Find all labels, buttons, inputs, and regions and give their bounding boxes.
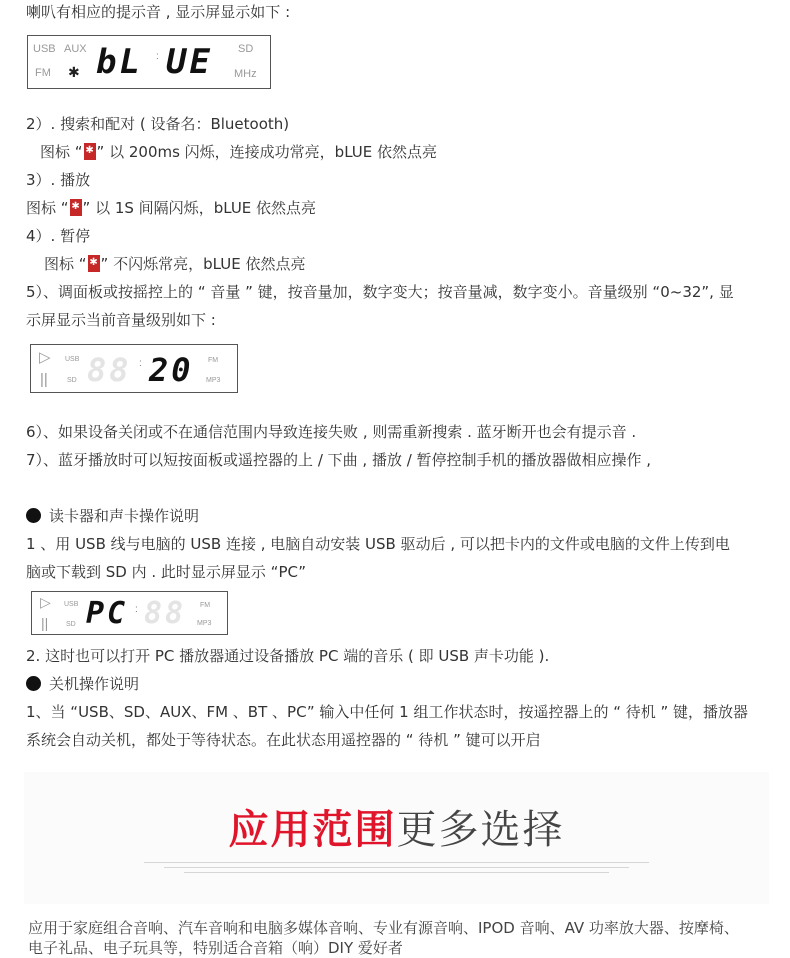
section-off-heading: [26, 674, 139, 694]
bluetooth-icon: [70, 199, 82, 216]
step-4-text: [44, 254, 305, 274]
banner-title: [24, 806, 769, 854]
lcd-display-bluetooth: [27, 35, 271, 89]
lcd-label-usb: USB: [65, 356, 80, 363]
lcd-label-mhz: MHz: [234, 68, 257, 80]
lcd-colon: :: [135, 604, 138, 615]
footer-line-1: 应用于家庭组合音响、汽车音响和电脑多媒体音响、专业有源音响、IPOD 音响、AV 功率放大器、按摩椅、: [28, 919, 739, 937]
lcd-label-sd: SD: [66, 621, 76, 628]
lcd-label-aux: AUX: [64, 43, 87, 55]
play-icon: ▷: [39, 349, 51, 366]
bullet-icon: [26, 508, 41, 523]
banner-title-gray: 更多选择: [396, 807, 565, 853]
intro-text: 喇叭有相应的提示音 , 显示屏显示如下 :: [26, 3, 291, 21]
footer-line-2: 电子礼品、电子玩具等，特别适合音箱（响）DIY 爱好者: [28, 939, 403, 957]
play-icon: ▷: [40, 594, 51, 610]
application-banner: [24, 772, 769, 904]
section-card-p2: 2. 这时也可以打开 PC 播放器通过设备播放 PC 端的音乐 ( 即 USB 声卡功能 ).: [26, 647, 550, 665]
lcd-label-mp3: MP3: [206, 377, 221, 384]
step-2-text: [40, 142, 437, 162]
banner-rule: [184, 872, 609, 873]
lcd-digits-volume: 20: [149, 351, 194, 389]
section-off-p1-line-1: 1、当 “USB、SD、AUX、FM 、BT 、PC” 输入中任何 1 组工作状态时，按遥控器上的 “ 待机 ” 键，播放器: [26, 703, 749, 721]
step-5-line-1: 5）、调面板或按摇控上的 “ 音量 ” 键，按音量加，数字变大；按音量减，数字变小。音量级别 “0~32”, 显: [26, 283, 734, 301]
step-4-pre: 图标 “: [44, 255, 87, 273]
lcd-digits-right: UE: [166, 42, 213, 82]
lcd-label-sd: SD: [67, 377, 77, 384]
bullet-icon: [26, 676, 41, 691]
step-4-post: ” 不闪烁常亮，bLUE 依然点亮: [100, 255, 306, 273]
section-card-p1-line-1: 1 、用 USB 线与电脑的 USB 连接 , 电脑自动安装 USB 驱动后 , 可以把卡内的文件或电脑的文件上传到电: [26, 535, 730, 553]
lcd-digits-ghost: 88: [144, 596, 187, 631]
pause-icon: ||: [41, 615, 49, 631]
banner-rule: [144, 862, 649, 863]
step-2-pre: 图标 “: [40, 143, 83, 161]
banner-rule: [164, 867, 629, 868]
lcd-digits-pc: PC: [86, 596, 129, 631]
lcd-label-fm: FM: [200, 602, 211, 609]
banner-title-red: 应用范围: [228, 807, 397, 853]
section-card-p1-line-2: 脑或下载到 SD 内 . 此时显示屏显示 “PC”: [26, 563, 307, 581]
pause-icon: ||: [40, 371, 48, 388]
lcd-label-mp3: MP3: [197, 620, 212, 627]
section-card-title: 读卡器和声卡操作说明: [49, 507, 200, 525]
lcd-colon: :: [156, 51, 159, 62]
lcd-label-fm: FM: [35, 67, 51, 79]
step-5-line-2: 示屏显示当前音量级别如下 :: [26, 311, 216, 329]
section-off-title: 关机操作说明: [49, 675, 140, 693]
bluetooth-icon: [88, 255, 100, 272]
lcd-display-pc: [31, 591, 228, 635]
step-3-title: 3）. 播放: [26, 171, 91, 189]
lcd-display-volume: [30, 344, 238, 393]
lcd-label-usb: USB: [64, 601, 79, 608]
lcd-label-usb: USB: [33, 43, 56, 55]
step-3-pre: 图标 “: [26, 199, 69, 217]
note-6: 6）、如果设备关闭或不在通信范围内导致连接失败 , 则需重新搜索 . 蓝牙断开也会有提示音 .: [26, 423, 637, 441]
step-3-text: [26, 198, 316, 218]
lcd-colon: :: [139, 358, 142, 369]
step-2-post: ” 以 200ms 闪烁，连接成功常亮，bLUE 依然点亮: [96, 143, 438, 161]
lcd-digits-left: bL: [96, 42, 143, 82]
lcd-label-fm: FM: [208, 357, 219, 364]
note-7: 7）、蓝牙播放时可以短按面板或遥控器的上 / 下曲 , 播放 / 暂停控制手机的播放器做相应操作 ,: [26, 451, 652, 469]
bluetooth-icon: ✱: [68, 64, 80, 80]
step-4-title: 4）. 暂停: [26, 227, 91, 245]
section-card-heading: [26, 506, 199, 526]
section-off-p1-line-2: 系统会自动关机，都处于等待状态。在此状态用遥控器的 “ 待机 ” 键可以开启: [26, 731, 541, 749]
step-2-title: 2）. 搜索和配对 ( 设备名：Bluetooth): [26, 115, 290, 133]
bluetooth-icon: [84, 143, 96, 160]
step-3-post: ” 以 1S 间隔闪烁，bLUE 依然点亮: [82, 199, 317, 217]
lcd-digits-ghost: 88: [87, 351, 132, 389]
lcd-label-sd: SD: [238, 43, 254, 55]
